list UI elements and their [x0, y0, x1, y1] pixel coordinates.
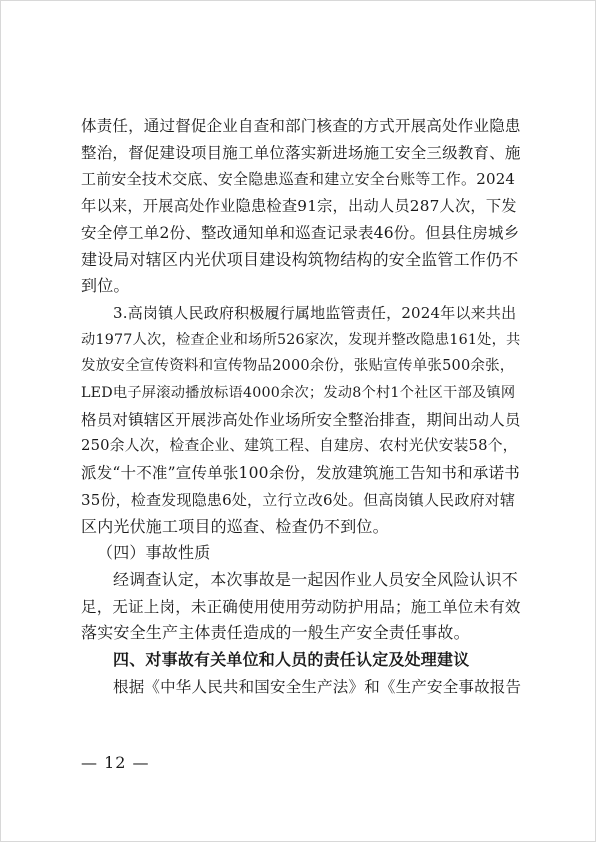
- paragraph-town-government: [81, 300, 521, 540]
- text-line: 到位。: [81, 276, 130, 296]
- text-line: 35份，检查发现隐患6处，立行立改6处。但高岗镇人民政府对辖: [81, 490, 516, 509]
- paragraph-housing-bureau: [81, 113, 521, 300]
- text-line: 250余人次，检查企业、建筑工程、自建房、农村光伏安装58个，: [81, 437, 518, 455]
- text-line: 安全停工单2份、整改通知单和巡查记录表46份。但县住房城乡: [81, 223, 520, 242]
- heading-text: 四、对事故有关单位和人员的责任认定及处理建议: [113, 650, 470, 670]
- text-line: 体责任，通过督促企业自查和部门核查的方式开展高处作业隐患: [81, 117, 521, 135]
- section-heading-accident-nature: [81, 540, 521, 567]
- page-number: — 12 —: [81, 753, 150, 772]
- paragraph-legal-basis: [81, 674, 521, 701]
- text-line: 落实安全生产主体责任造成的一般生产安全责任事故。: [81, 623, 470, 643]
- text-line: 派发“十不准”宣传单张100余份，发放建筑施工告知书和承诺书: [81, 464, 520, 483]
- paragraph-accident-determination: [81, 567, 521, 647]
- text-line: 区内光伏施工项目的巡查、检查仍不到位。: [81, 516, 389, 536]
- text-line: 整治，督促建设项目施工单位落实新进场施工安全三级教育、施: [81, 143, 521, 162]
- text-line: 建设局对辖区内光伏项目建设构筑物结构的安全监管工作仍不: [81, 249, 519, 269]
- text-line: 发放安全宣传资料和宣传物品2000余份，张贴宣传单张500余张，: [81, 358, 515, 375]
- text-line: 格员对镇辖区开展涉高处作业场所安全整治排查，期间出动人员: [81, 410, 521, 429]
- text-line: 足，无证上岗，未正确使用使用劳动防护用品；施工单位未有效: [81, 597, 521, 616]
- text-line: 根据《中华人民共和国安全生产法》和《生产安全事故报告: [113, 677, 522, 696]
- text-line: 经调查认定，本次事故是一起因作业人员安全风险认识不: [113, 569, 519, 589]
- text-line: 3.高岗镇人民政府积极履行属地监管责任，2024年以来共出: [113, 303, 517, 322]
- body-text: [81, 113, 521, 700]
- section-heading-responsibility: [81, 647, 521, 674]
- text-line: LED电子屏滚动播放标语4000余次；发动8个村1个社区干部及镇网: [81, 385, 516, 402]
- text-line: 年以来，开展高处作业隐患检查91宗，出动人员287人次，下发: [81, 197, 517, 216]
- text-line: 工前安全技术交底、安全隐患巡查和建立安全台账等工作。2024: [81, 170, 516, 189]
- text-line: 动1977人次，检查企业和场所526家次，发现并整改隐患161处，共: [81, 331, 521, 348]
- heading-text: （四）事故性质: [97, 543, 211, 563]
